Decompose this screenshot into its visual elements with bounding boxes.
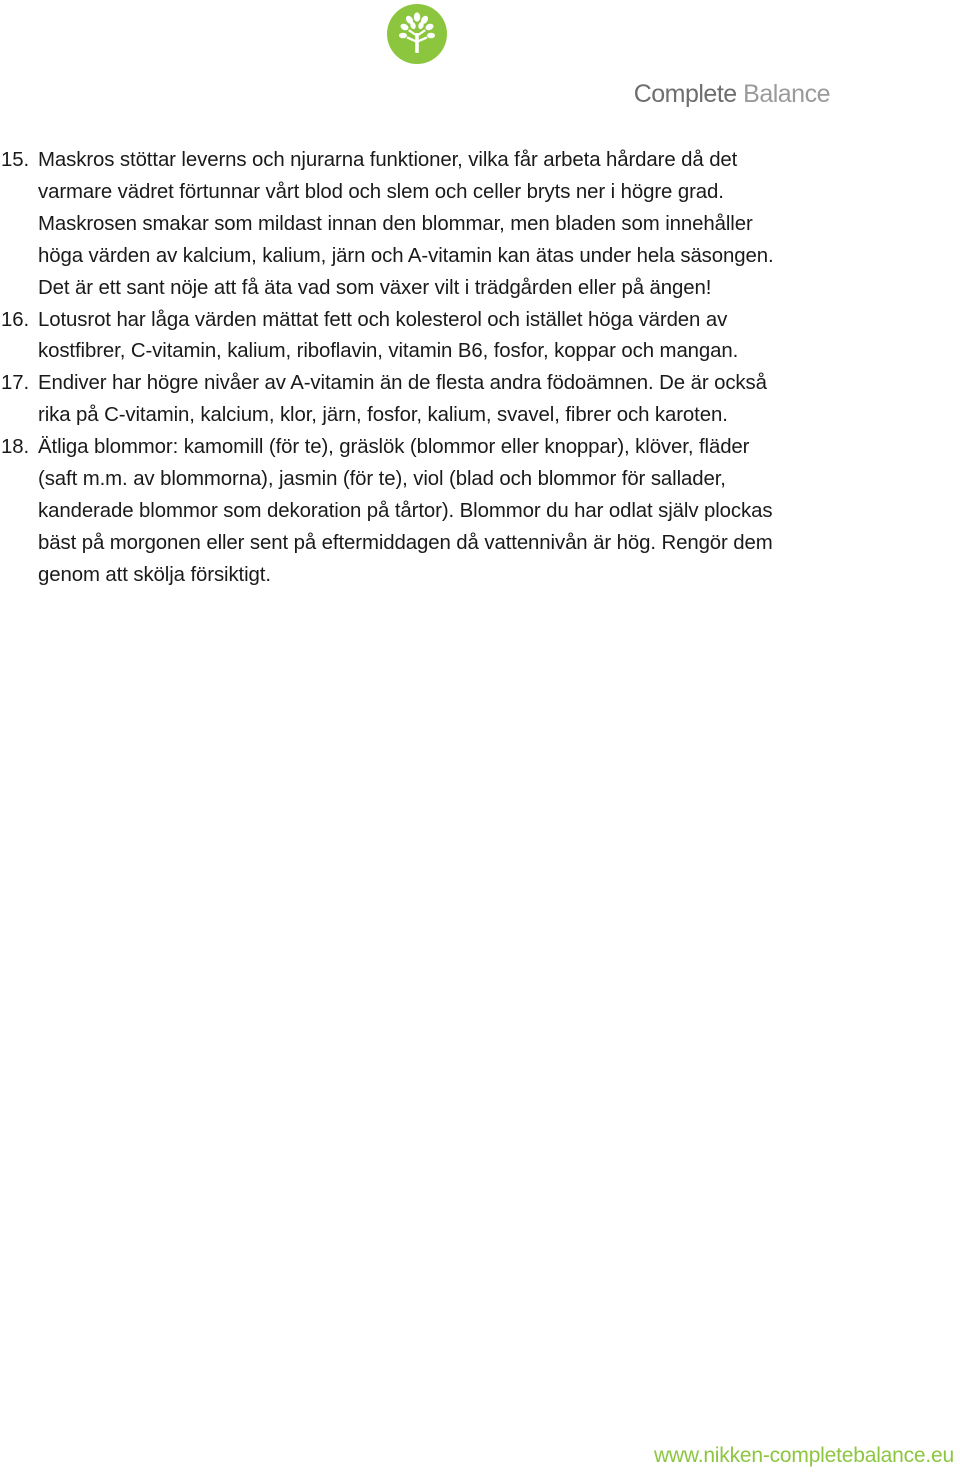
text-line: Lotusrot har låga värden mättat fett och kolesterol och istället höga värden av	[38, 308, 728, 331]
tips-list	[0, 145, 900, 592]
item-number: 15.	[1, 149, 30, 171]
text-line: genom att skölja försiktigt.	[38, 563, 271, 586]
logo-word-complete: Complete	[633, 80, 737, 108]
item-number: 18.	[1, 436, 30, 459]
footer-website-link[interactable]: www.nikken-completebalance.eu	[653, 1444, 954, 1467]
item-number: 17.	[1, 372, 30, 395]
text-line: (saft m.m. av blommorna), jasmin (för te), viol (blad och blommor för sallader,	[38, 468, 726, 491]
logo-word-balance: Balance	[743, 80, 830, 108]
text-line: Endiver har högre nivåer av A-vitamin än de flesta andra födoämnen. De är också	[38, 372, 767, 395]
text-line: rika på C-vitamin, kalcium, klor, järn, fosfor, kalium, svavel, fibrer och karoten.	[38, 404, 728, 427]
list-item	[0, 368, 900, 432]
text-line: Maskros stöttar leverns och njurarna funktioner, vilka får arbeta hårdare då det	[38, 149, 738, 171]
list-item	[0, 305, 900, 369]
text-line: kostfibrer, C-vitamin, kalium, riboflavin, vitamin B6, fosfor, koppar och mangan.	[38, 340, 739, 363]
text-line: Ätliga blommor: kamomill (för te), gräslök (blommor eller knoppar), klöver, fläder	[38, 436, 750, 459]
list-item	[0, 145, 900, 305]
text-line: bäst på morgonen eller sent på eftermiddagen då vattennivån är hög. Rengör dem	[38, 531, 773, 554]
text-line: varmare vädret förtunnar vårt blod och slem och celler bryts ner i högre grad.	[38, 180, 724, 203]
logo-wordmark	[0, 80, 830, 109]
tree-icon	[387, 4, 447, 64]
text-line: Maskrosen smakar som mildast innan den blommar, men bladen som innehåller	[38, 212, 753, 235]
list-item	[0, 432, 900, 592]
text-line: kanderade blommor som dekoration på tårtor). Blommor du har odlat själv plockas	[38, 499, 773, 522]
text-line: höga värden av kalcium, kalium, järn och A-vitamin kan ätas under hela säsongen.	[38, 244, 774, 267]
text-line: Det är ett sant nöje att få äta vad som växer vilt i trädgården eller på ängen!	[38, 276, 712, 299]
header-logo	[0, 0, 960, 115]
item-number: 16.	[1, 308, 30, 331]
